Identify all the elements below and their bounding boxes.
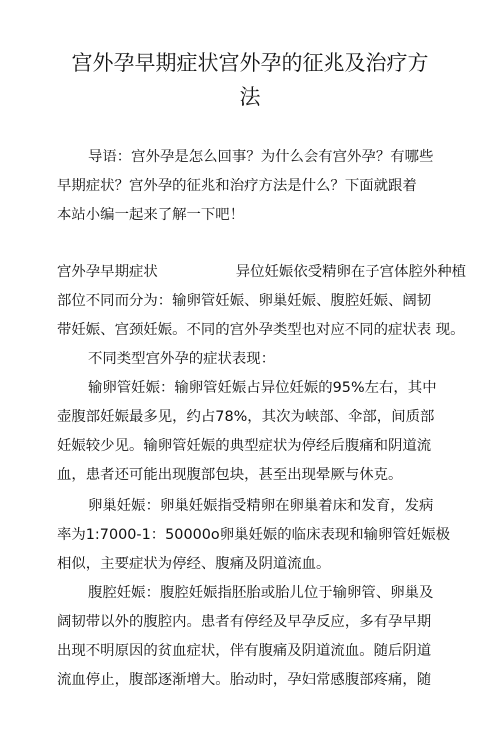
body-line: 卵巢妊娠：卵巢妊娠指受精卵在卵巢着床和发育，发病 [88, 498, 434, 514]
body-line: 率为1:7000-1：50000o卵巢妊娠的临床表现和输卵管妊娠极 [57, 527, 450, 543]
section-heading-line [57, 263, 466, 281]
title-line-1: 宫外孕早期症状宫外孕的征兆及治疗方 [71, 51, 429, 75]
body-line: 部位不同而分为：输卵管妊娠、卵巢妊娠、腹腔妊娠、阔韧 [57, 293, 432, 309]
body-line: 带妊娠、宫颈妊娠。不同的宫外孕类型也对应不同的症状表 现。 [57, 322, 465, 338]
body-line: 壶腹部妊娠最多见，约占78%，其次为峡部、伞部，间质部 [57, 409, 435, 425]
subheading-types: 不同类型宫外孕的症状表现： [88, 351, 276, 367]
intro-line-2: 早期症状？宫外孕的征兆和治疗方法是什么？下面就跟着 [57, 178, 417, 194]
body-line: 腹腔妊娠：腹腔妊娠指胚胎或胎儿位于输卵管、卵巢及 [88, 585, 434, 601]
body-line: 阔韧带以外的腹腔内。患者有停经及早孕反应，多有孕早期 [57, 614, 432, 630]
body-line: 妊娠较少见。输卵管妊娠的典型症状为停经后腹痛和阴道流 [57, 438, 432, 454]
body-line: 出现不明原因的贫血症状，伴有腹痛及阴道流血。随后阴道 [57, 643, 432, 659]
intro-line-1: 导语：宫外孕是怎么回事？为什么会有宫外孕？有哪些 [88, 149, 434, 165]
body-line: 血，患者还可能出现腹部包块，甚至出现晕厥与休克。 [57, 467, 403, 483]
section-lead: 异位妊娠依受精卵在子宫体腔外种植 [235, 264, 467, 280]
intro-line-3: 本站小编一起来了解一下吧！ [57, 207, 245, 223]
body-line: 相似，主要症状为停经、腹痛及阴道流血。 [57, 556, 331, 572]
body-line: 输卵管妊娠：输卵管妊娠占异位妊娠的95%左右，其中 [88, 380, 437, 396]
section-heading: 宫外孕早期症状 [57, 264, 158, 280]
title-line-2: 法 [239, 85, 261, 109]
body-line: 流血停止，腹部逐渐增大。胎动时，孕妇常感腹部疼痛，随 [57, 672, 432, 688]
